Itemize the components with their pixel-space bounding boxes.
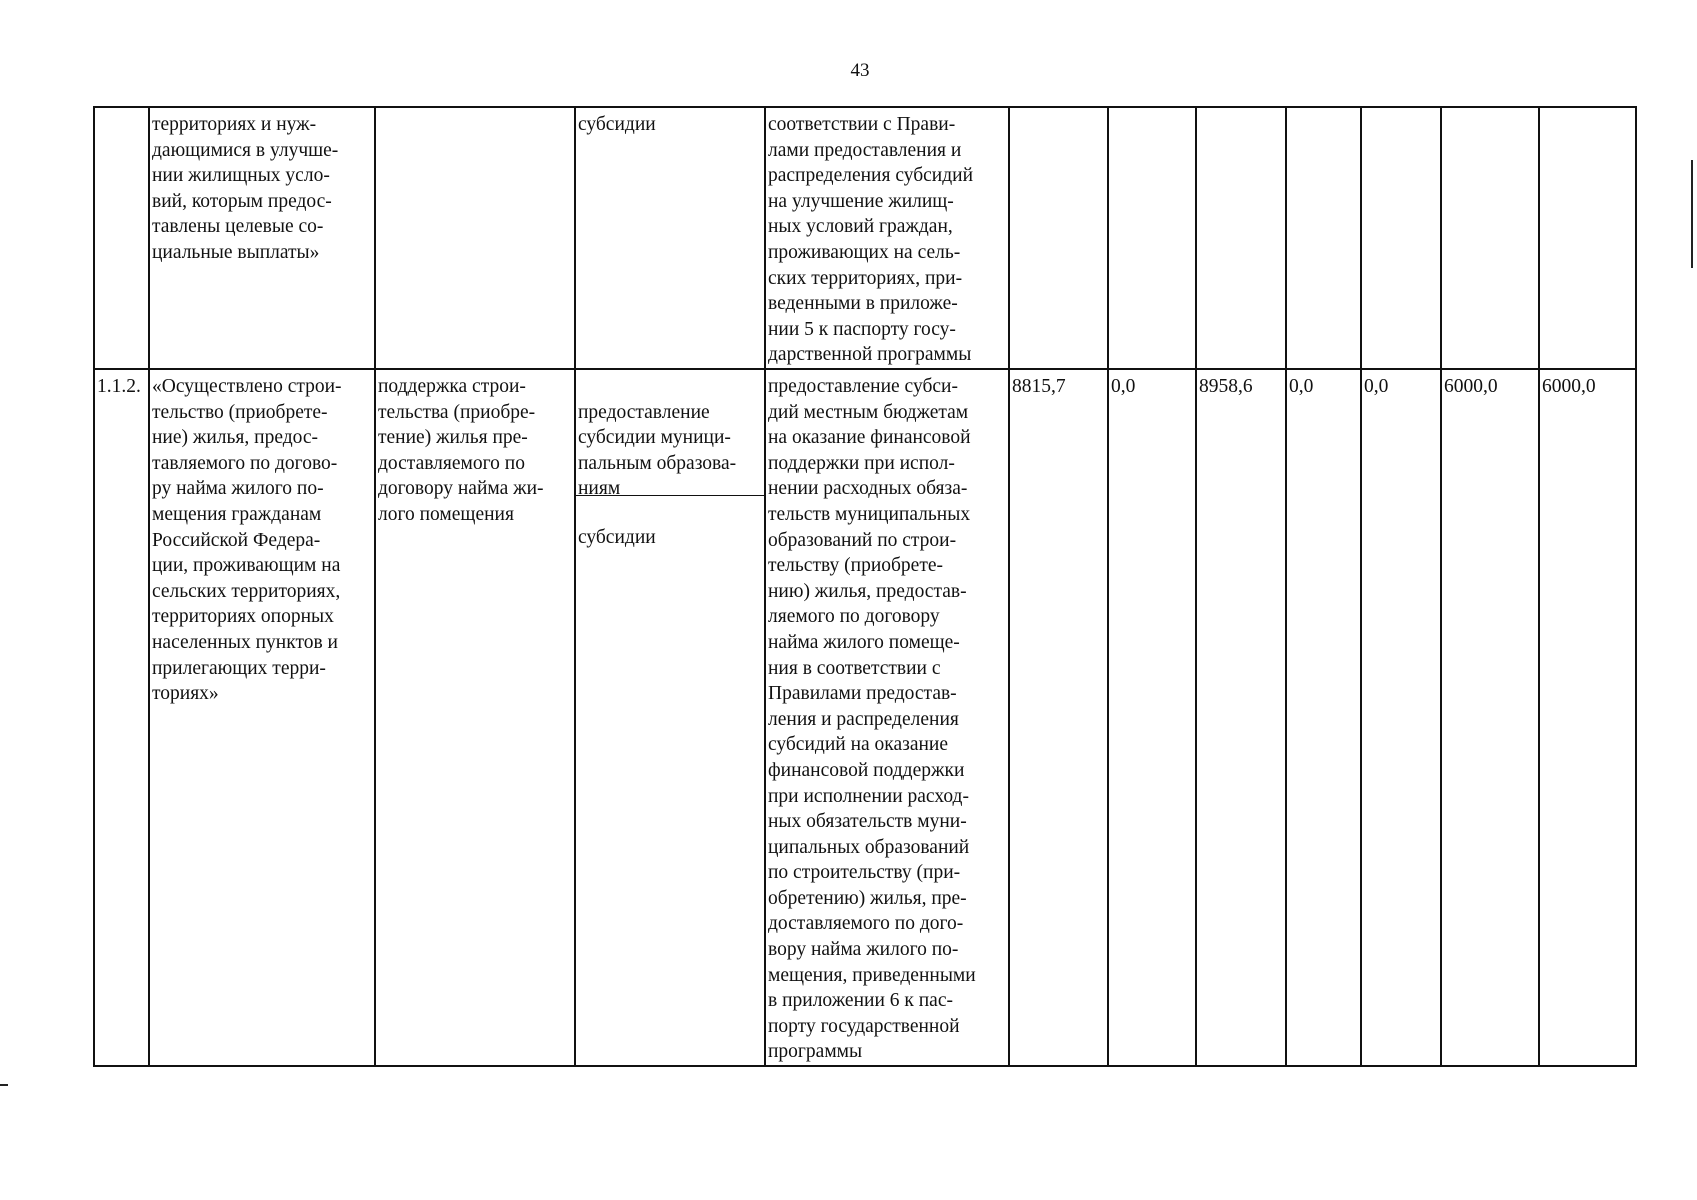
value-cell: 6000,0	[1441, 369, 1539, 1066]
value-cell: 0,0	[1361, 369, 1441, 1066]
form-cell-top: предоставление субсидии муници- пальным образова- ниям	[576, 396, 764, 496]
value-cell	[1361, 107, 1441, 369]
row-number-cell: 1.1.2.	[94, 369, 149, 1066]
program-table	[93, 106, 1637, 1067]
row-number-cell	[94, 107, 149, 369]
value-cell	[1441, 107, 1539, 369]
form-cell-bottom: субсидии	[578, 527, 656, 549]
form-cell	[575, 369, 765, 1066]
scan-margin-mark	[0, 1084, 8, 1086]
result-name-cell: «Осуществлено строи- тельство (приобрете- ние) жилья, предос- тавляемого по догово- ру найма жилого по- мещения гражданам Российской Федера- ции, проживающим на сельских территориях, территориях опорных населенных пунктов и прилегающих терри- ториях»	[149, 369, 375, 1066]
value-cell	[1196, 107, 1286, 369]
value-cell: 0,0	[1286, 369, 1361, 1066]
value-cell	[1286, 107, 1361, 369]
page-number: 43	[850, 60, 870, 81]
method-cell: соответствии с Прави- лами предоставления и распределения субсидий на улучшение жилищ- ных условий граждан, проживающих на сель- ских территориях, при- веденными в приложе- нии 5 к паспорту госу- дарственной программы	[765, 107, 1009, 369]
value-cell: 8958,6	[1196, 369, 1286, 1066]
table-row	[94, 107, 1636, 369]
value-cell: 0,0	[1108, 369, 1196, 1066]
table-row	[94, 369, 1636, 1066]
result-name-cell: территориях и нуж- дающимися в улучше- нии жилищных усло- вий, которым предос- тавлены целевые со- циальные выплаты»	[149, 107, 375, 369]
value-cell	[1009, 107, 1108, 369]
form-cell: субсидии	[575, 107, 765, 369]
method-cell: предоставление субси- дий местным бюджетам на оказание финансовой поддержки при испол- нении расходных обяза- тельств муниципальных образований по строи- тельству (приобрете- нию) жилья, предостав- ляемого по договору найма жилого помеще- ния в соответствии с Правилами предостав- ления и распределения субсидий на оказание финансовой поддержки при исполнении расход- ных обязательств муни- ципальных образований по строительству (при- обретению) жилья, пре- доставляемого по дого- вору найма жилого по- мещения, приведенными в приложении 6 к пас- порту государственной программы	[765, 369, 1009, 1066]
value-cell	[1539, 107, 1636, 369]
measure-cell: поддержка строи- тельства (приобре- тение) жилья пре- доставляемого по договору найма жи- лого помещения	[375, 369, 575, 1066]
measure-cell	[375, 107, 575, 369]
value-cell	[1108, 107, 1196, 369]
value-cell: 6000,0	[1539, 369, 1636, 1066]
scan-margin-mark	[1691, 160, 1693, 268]
value-cell: 8815,7	[1009, 369, 1108, 1066]
